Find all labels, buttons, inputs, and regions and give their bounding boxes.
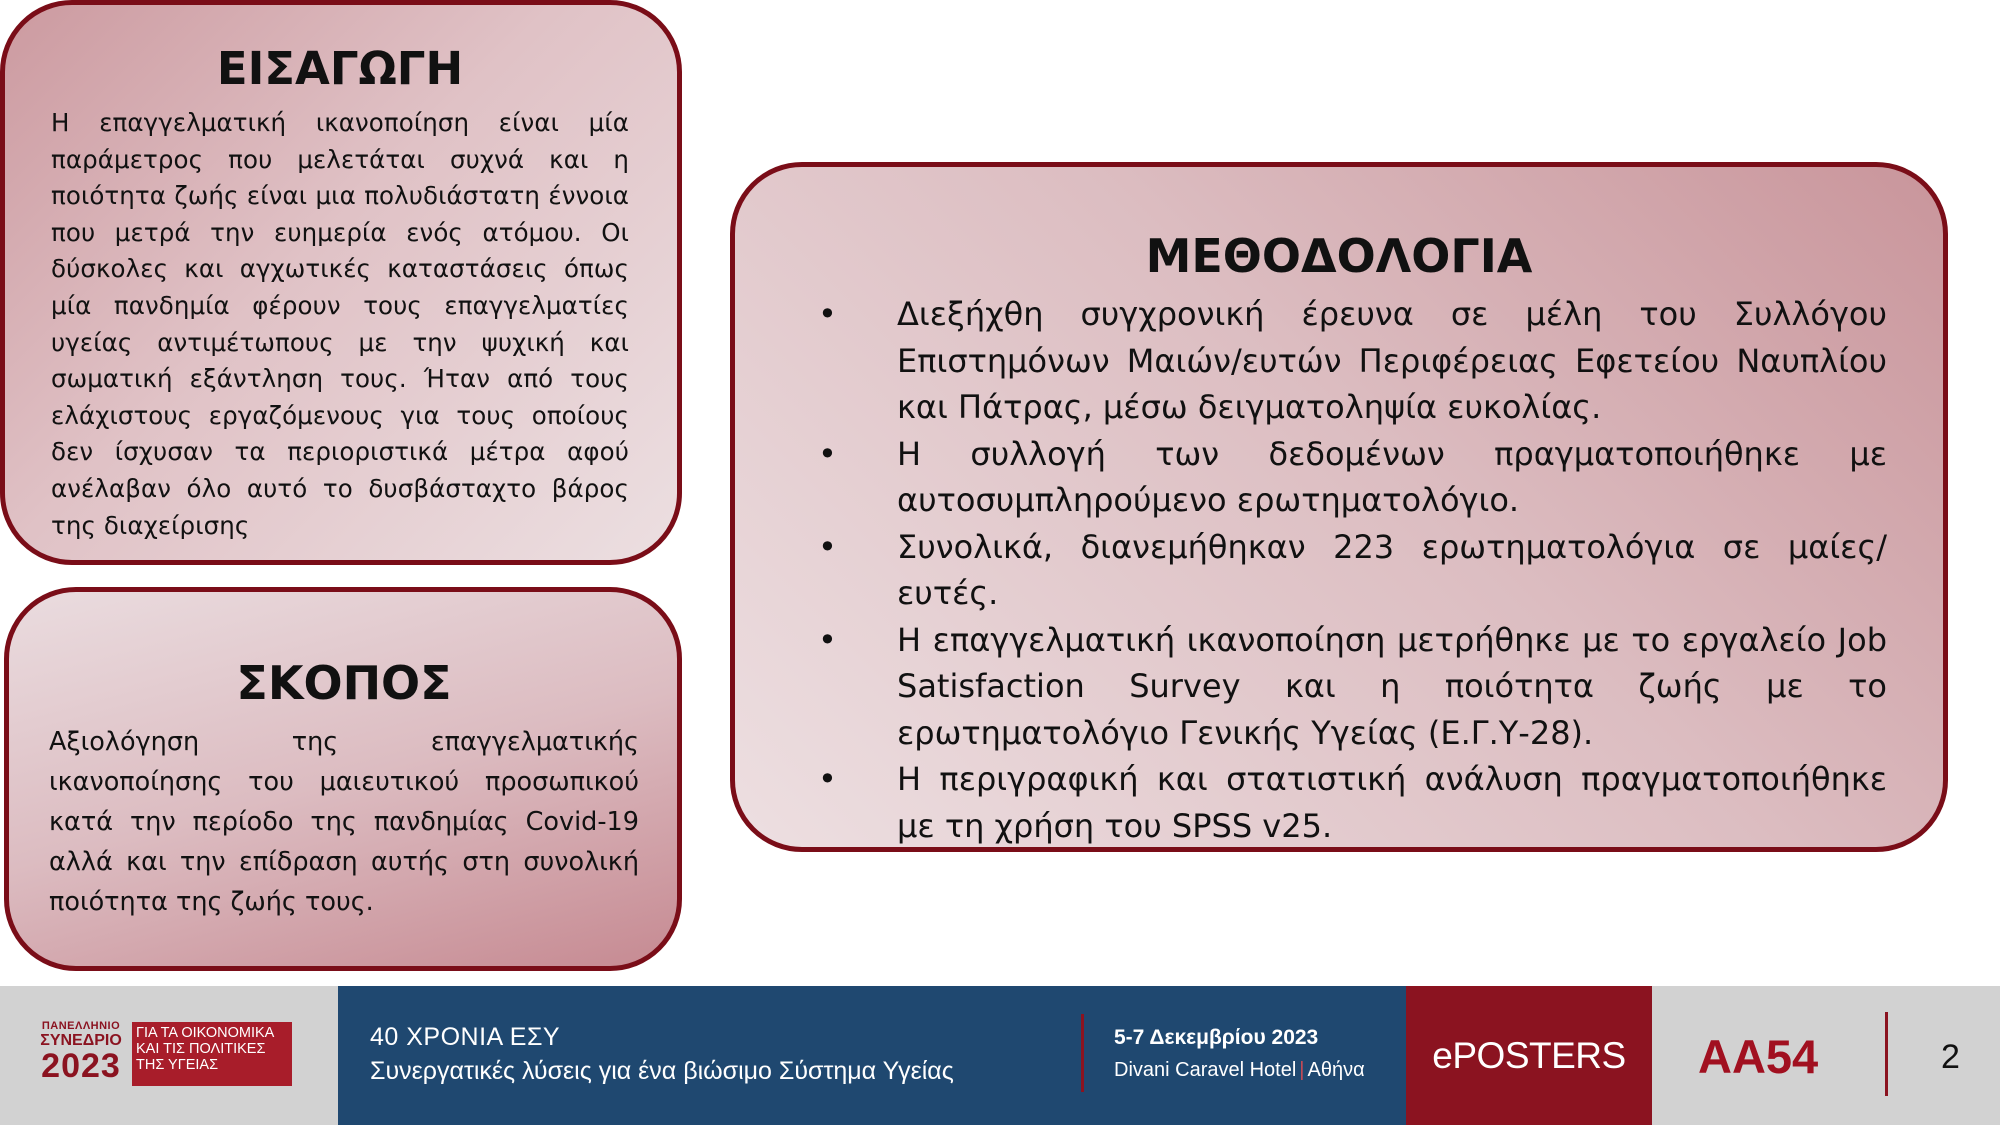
logo-small-text: ΠΑΝΕΛΛΗΝΙΟ [41, 1020, 121, 1032]
aim-box [4, 587, 682, 971]
methods-item-text: Συνολικά, διανεμήθηκαν 223 ερωτηματολόγια σε μαίες/ευτές. [897, 527, 1887, 612]
divider [1885, 1012, 1888, 1096]
logo-right-line: ΓΙΑ ΤΑ ΟΙΚΟΝΟΜΙΚΑ [136, 1025, 275, 1041]
methods-title: ΜΕΘΟΔΟΛΟΓΙΑ [1145, 229, 1533, 283]
bullet-icon: • [818, 295, 837, 333]
congress-info [338, 986, 1406, 1125]
bullet-icon: • [818, 620, 837, 659]
venue-separator: | [1299, 1059, 1305, 1081]
methods-item-text: Η επαγγελματική ικανοποίηση μετρήθηκε με το εργαλείο Job Satisfaction Survey και η ποιότητα ζωής με το ερωτηματολόγιο Γενικής Υγείας (Ε.Γ.Υ-28). [897, 620, 1887, 752]
intro-box [0, 0, 682, 565]
divider [1081, 1014, 1084, 1092]
intro-title: ΕΙΣΑΓΩΓΗ [216, 42, 464, 95]
logo-mid-text: ΣΥΝΕΔΡΙΟ [40, 1032, 122, 1049]
methods-item-text: Η συλλογή των δεδομένων πραγματοποιήθηκε με αυτοσυμπληρούμενο ερωτηματολόγιο. [897, 434, 1887, 519]
intro-text: Η επαγγελματική ικανοποίηση είναι μία παράμετρος που μελετάται συχνά και η ποιότητα ζωής είναι μια πολυδιάστατη έννοια που μετρά την ευημερία ενός ατόμου. Οι δύσκολες και αγχωτικές καταστάσεις όπως μία πανδημία φέρουν τους επαγγελματίες υγείας αντιμέτωπους με την ψυχική και σωματική εξάντληση τους. Ήταν από τους ελάχιστους εργαζόμενους για τους οποίους δεν ίσχυσαν τα περιοριστικά μέτρα αφού ανέλαβαν όλο αυτό το δυσβάσταχτο βάρος της διαχείρισης [51, 108, 629, 540]
congress-title: 40 ΧΡΟΝΙΑ ΕΣΥ [370, 1023, 561, 1051]
logo-right-line: ΚΑΙ ΤΙΣ ΠΟΛΙΤΙΚΕΣ [136, 1041, 266, 1057]
methods-item [785, 617, 1887, 757]
methods-item [785, 291, 1887, 431]
methods-item-text: Διεξήχθη συγχρονική έρευνα σε μέλη του Συλλόγου Επιστημόνων Μαιών/ευτών Περιφέρειας Εφετείου Ναυπλίου και Πάτρας, μέσω δειγματοληψία ευκολίας. [897, 295, 1887, 426]
bullet-icon: • [818, 760, 837, 798]
bullet-icon: • [818, 434, 837, 473]
poster-code-panel [1652, 986, 2000, 1125]
logo-right-block [132, 1022, 292, 1086]
logo-right-line: ΤΗΣ ΥΓΕΙΑΣ [136, 1057, 219, 1073]
footer-bar [0, 986, 2000, 1125]
aim-title: ΣΚΟΠΟΣ [236, 656, 452, 710]
page-number: 2 [1941, 1038, 1960, 1076]
methods-item [785, 431, 1887, 524]
methods-list [785, 291, 1887, 849]
poster-code: ΑΑ54 [1698, 1030, 1819, 1083]
congress-logo [0, 986, 338, 1125]
aim-text: Αξιολόγηση της επαγγελματικής ικανοποίησης του μαιευτικού προσωπικού κατά την περίοδο της πανδημίας Covid-19 αλλά και την επίδραση αυτής στη συνολική ποιότητα της ζωής τους. [49, 727, 639, 917]
congress-date: 5-7 Δεκεμβρίου 2023 [1114, 1026, 1319, 1049]
logo-year: 2023 [41, 1047, 121, 1085]
methods-item-text: Η περιγραφική και στατιστική ανάλυση πραγματοποιήθηκε με τη χρήση του SPSS v25. [897, 760, 1887, 845]
methods-item [785, 756, 1887, 849]
bullet-icon: • [818, 527, 837, 566]
congress-venue [1114, 1056, 1365, 1084]
eposters-label: ePOSTERS [1406, 986, 1652, 1125]
methods-box [730, 162, 1948, 852]
venue-name: Divani Caravel Hotel [1114, 1059, 1297, 1081]
methods-item [785, 524, 1887, 617]
logo-left [32, 1020, 130, 1083]
venue-city: Αθήνα [1307, 1059, 1365, 1081]
congress-subtitle: Συνεργατικές λύσεις για ένα βιώσιμο Σύστημα Υγείας [370, 1057, 954, 1085]
